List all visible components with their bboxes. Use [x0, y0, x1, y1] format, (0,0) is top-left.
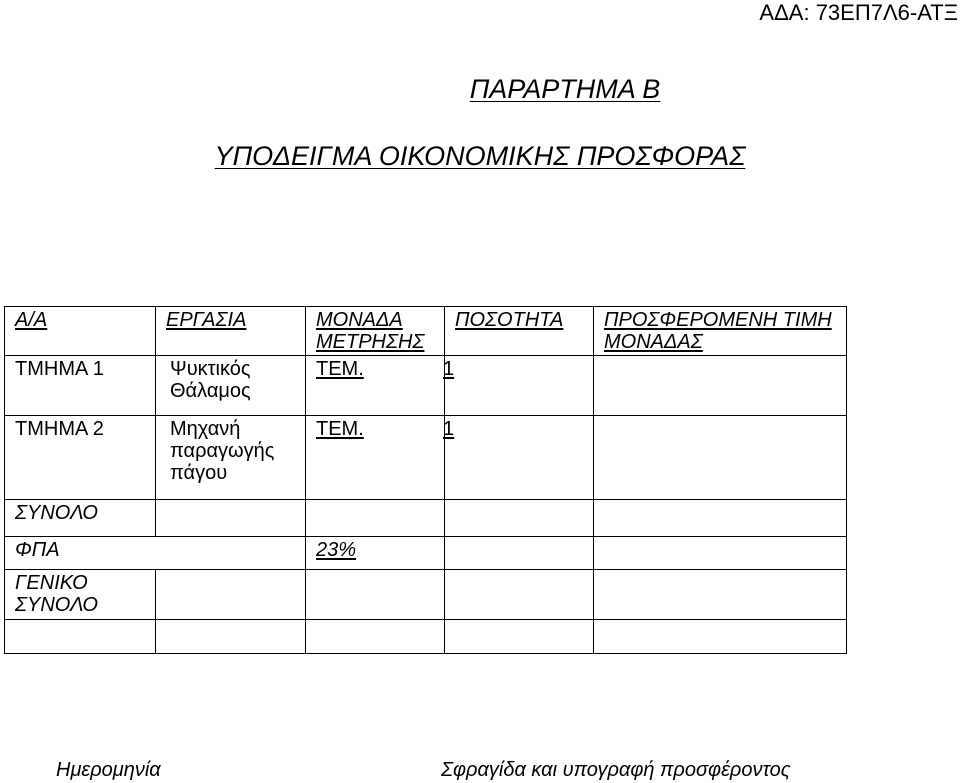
total-value: [594, 500, 847, 537]
table-row: [5, 356, 847, 416]
row2-quantity-cell: [445, 416, 594, 500]
total-row: [5, 500, 847, 537]
row2-task: Μηχανή παραγωγής πάγου: [156, 416, 306, 500]
row1-aa: ΤΜΗΜΑ 1: [5, 356, 156, 416]
vat-label: ΦΠΑ: [5, 537, 306, 570]
blank-row: [5, 620, 847, 654]
row1-unit: ΤΕΜ.: [316, 358, 364, 380]
sample-title: ΥΠΟΔΕΙΓΜΑ ΟΙΚΟΝΟΜΙΚΗΣ ΠΡΟΣΦΟΡΑΣ: [214, 141, 746, 171]
header-cell-aa: [5, 307, 156, 356]
blank-cell-4: [445, 620, 594, 654]
row2-unit: ΤΕΜ.: [316, 418, 364, 440]
blank-cell-5: [594, 620, 847, 654]
grand-total-empty-2: [306, 570, 445, 620]
row1-unit-price: [594, 356, 847, 416]
grand-total-label: ΓΕΝΙΚΟ ΣΥΝΟΛΟ: [5, 570, 156, 620]
row2-unit-price: [594, 416, 847, 500]
grand-total-value: [594, 570, 847, 620]
ada-code: ΑΔΑ: 73ΕΠ7Λ6-ΑΤΞ: [759, 0, 958, 25]
annex-title: ΠΑΡΑΡΤΗΜΑ Β: [469, 74, 661, 104]
blank-cell-1: [5, 620, 156, 654]
total-empty-1: [156, 500, 306, 537]
total-label: ΣΥΝΟΛΟ: [5, 500, 156, 537]
header-quantity-label: ΠΟΣΟΤΗΤΑ: [455, 309, 564, 331]
grand-total-empty-3: [445, 570, 594, 620]
header-cell-unit-price: [594, 307, 847, 356]
date-label: Ημερομηνία: [56, 759, 161, 781]
header-unit-price-label: ΠΡΟΣΦΕΡΟΜΕΝΗ ΤΙΜΗ ΜΟΝΑΔΑΣ: [604, 309, 832, 353]
grand-total-empty-1: [156, 570, 306, 620]
vat-row: [5, 537, 847, 570]
row1-task: Ψυκτικός Θάλαμος: [156, 356, 306, 416]
row2-unit-cell: [306, 416, 445, 500]
vat-rate: 23%: [316, 539, 357, 561]
row2-quantity: 1: [443, 418, 455, 440]
row1-quantity-cell: [445, 356, 594, 416]
row1-unit-cell: [306, 356, 445, 416]
financial-offer-table: [4, 306, 847, 654]
vat-value: [594, 537, 847, 570]
header-unit-label: ΜΟΝΑΔΑ ΜΕΤΡΗΣΗΣ: [316, 309, 425, 353]
vat-rate-cell: [306, 537, 445, 570]
header-aa-label: Α/Α: [15, 309, 48, 331]
grand-total-row: [5, 570, 847, 620]
table-row: [5, 416, 847, 500]
header-cell-unit: [306, 307, 445, 356]
header-task-label: ΕΡΓΑΣΙΑ: [166, 309, 247, 331]
blank-cell-3: [306, 620, 445, 654]
total-empty-2: [306, 500, 445, 537]
vat-empty: [445, 537, 594, 570]
blank-cell-2: [156, 620, 306, 654]
header-cell-quantity: [445, 307, 594, 356]
row1-quantity: 1: [443, 358, 455, 380]
signature-label: Σφραγίδα και υπογραφή προσφέροντος: [441, 759, 791, 781]
header-cell-task: [156, 307, 306, 356]
row2-aa: ΤΜΗΜΑ 2: [5, 416, 156, 500]
total-empty-3: [445, 500, 594, 537]
table-header-row: [5, 307, 847, 356]
